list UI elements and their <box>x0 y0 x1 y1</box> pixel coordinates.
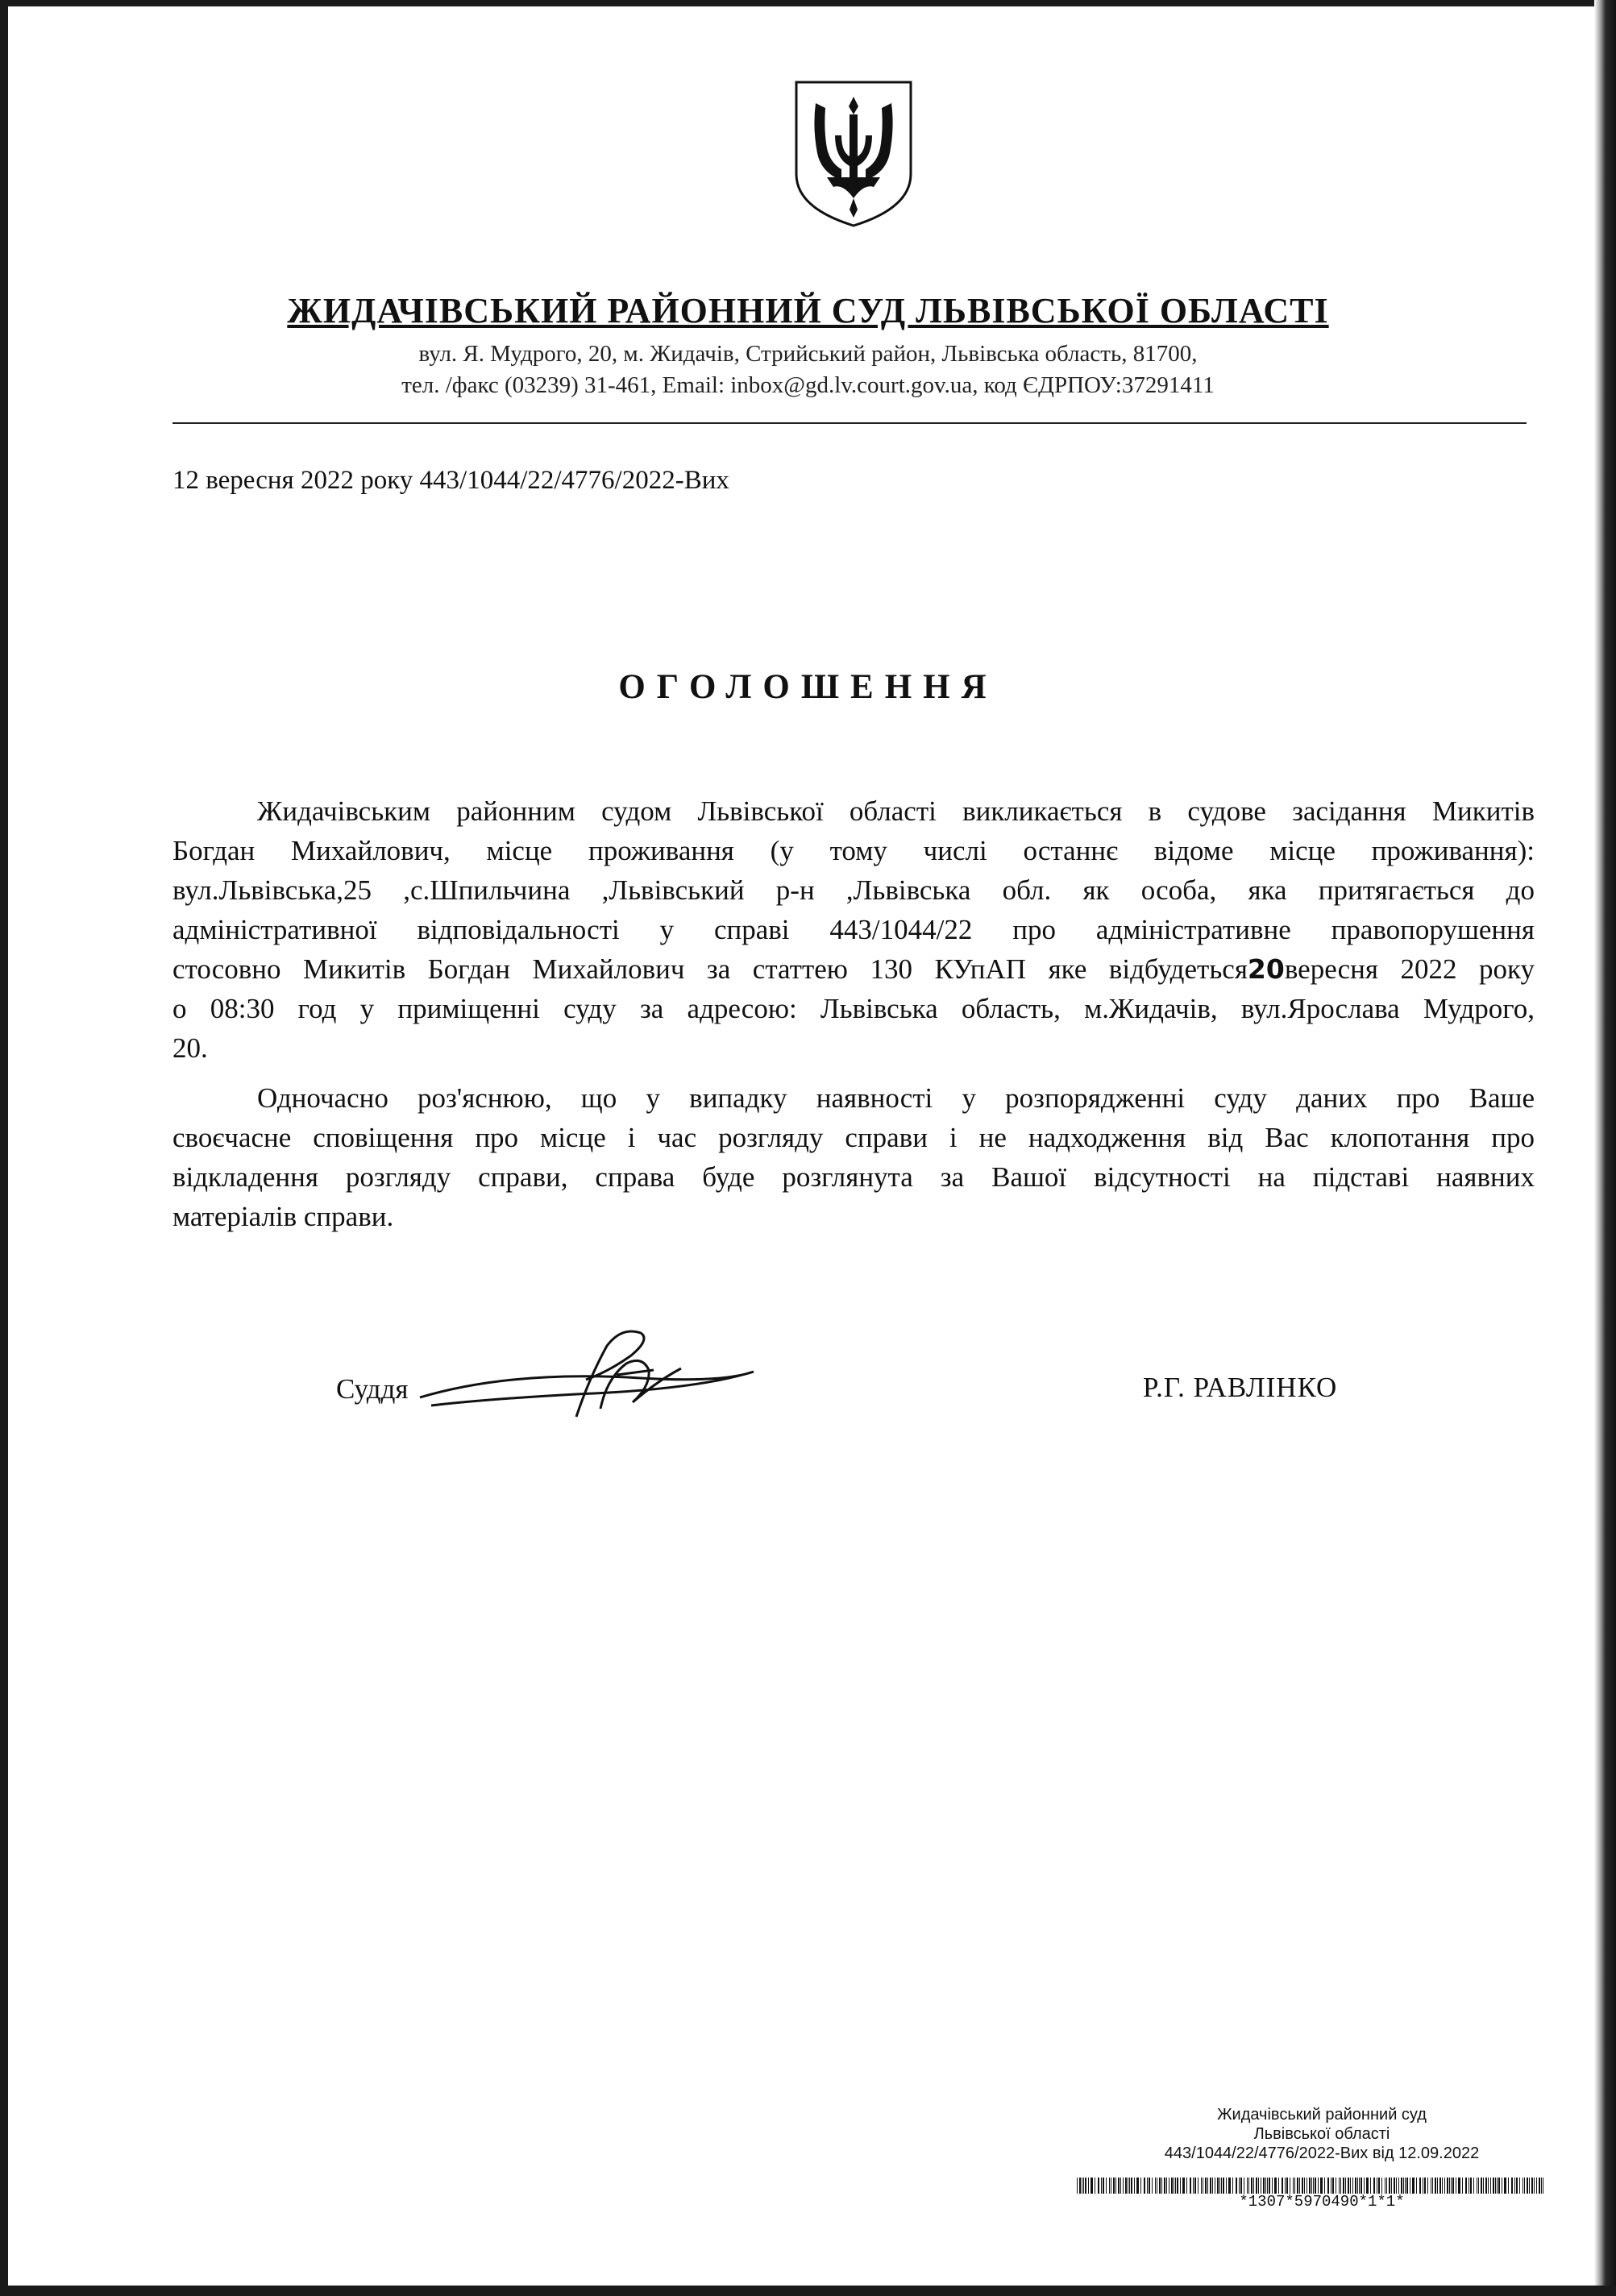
barcode-bar <box>1514 2178 1515 2194</box>
barcode-bar <box>1447 2178 1448 2194</box>
barcode-bar <box>1217 2178 1219 2194</box>
barcode-bar <box>1488 2178 1489 2194</box>
barcode-bar <box>1381 2178 1382 2194</box>
barcode-bar <box>1182 2178 1185 2194</box>
barcode-bar <box>1529 2178 1530 2194</box>
barcode-bar <box>1401 2178 1402 2194</box>
barcode-bar <box>1180 2178 1181 2194</box>
barcode-bar <box>1186 2178 1187 2194</box>
barcode-bar <box>1125 2178 1127 2194</box>
barcode-bar <box>1361 2178 1362 2194</box>
barcode-bar <box>1136 2178 1139 2194</box>
barcode-bar <box>1391 2178 1392 2194</box>
barcode-bar <box>1451 2178 1452 2194</box>
barcode-bar <box>1286 2178 1288 2194</box>
barcode-bar <box>1424 2178 1426 2194</box>
barcode-bar <box>1201 2178 1202 2194</box>
paragraph-line: Богдан Михайлович, місце проживання (у тому числі останнє відоме місце проживання): <box>172 835 1535 866</box>
barcode-bar <box>1498 2178 1500 2194</box>
barcode-bar <box>1166 2178 1167 2194</box>
barcode-bar <box>1398 2178 1399 2194</box>
barcode-bar <box>1339 2178 1340 2194</box>
barcode-bar <box>1247 2178 1248 2194</box>
barcode-bar <box>1473 2178 1474 2194</box>
barcode-bar <box>1478 2178 1479 2194</box>
barcode-bar <box>1258 2178 1259 2194</box>
barcode-bar <box>1493 2178 1494 2194</box>
barcode-bar <box>1239 2178 1240 2194</box>
barcode-bar <box>1524 2178 1525 2194</box>
barcode-bar <box>1297 2178 1298 2194</box>
barcode-bar <box>1282 2178 1283 2194</box>
paragraph-line: Жидачівським районним судом Львівської області викликається в судове засідання Микитів <box>257 795 1535 827</box>
barcode-bar <box>1256 2178 1257 2194</box>
barcode-bar <box>1149 2178 1150 2194</box>
paragraph-line: 20. <box>172 1032 208 1064</box>
barcode-bar <box>1350 2178 1351 2194</box>
barcode-bar <box>1442 2178 1443 2194</box>
barcode-bar <box>1302 2178 1303 2194</box>
barcode-bar <box>1207 2178 1208 2194</box>
paragraph-line: о 08:30 год у приміщенні суду за адресою: Львівська область, м.Жидачів, вул.Ярослава Мудрого, <box>172 993 1535 1024</box>
barcode-bar <box>1470 2178 1472 2194</box>
barcode-bar <box>1134 2178 1135 2194</box>
barcode-bar <box>1364 2178 1365 2194</box>
announcement-paragraph <box>172 791 1535 1068</box>
barcode-bar <box>1205 2178 1207 2194</box>
barcode-bar <box>1324 2178 1325 2194</box>
barcode-bar <box>1318 2178 1319 2194</box>
barcode-bar <box>1278 2178 1279 2194</box>
barcode-bar <box>1098 2178 1099 2194</box>
barcode-bar <box>1077 2178 1078 2194</box>
barcode-bar <box>1171 2178 1173 2194</box>
barcode-bar <box>1497 2178 1498 2194</box>
barcode-bar <box>1370 2178 1371 2194</box>
barcode-bar <box>1161 2178 1162 2194</box>
barcode-bar <box>1311 2178 1312 2194</box>
barcode-bar <box>1210 2178 1211 2194</box>
barcode-text: *1307*5970490*1*1* <box>1239 2193 1405 2211</box>
judge-role-label: Суддя <box>336 1373 409 1405</box>
barcode-bar <box>1511 2178 1513 2194</box>
barcode-bar <box>1313 2178 1314 2194</box>
barcode-bar <box>1147 2178 1148 2194</box>
barcode-bar <box>1109 2178 1110 2194</box>
barcode-bar <box>1444 2178 1445 2194</box>
barcode-bar <box>1386 2178 1387 2194</box>
barcode-bar <box>1299 2178 1300 2194</box>
barcode-bar <box>1177 2178 1178 2194</box>
notice-paragraph <box>172 1078 1535 1236</box>
barcode-bar <box>1352 2178 1353 2194</box>
barcode-bar <box>1083 2178 1084 2194</box>
barcode-bar <box>1539 2178 1540 2194</box>
barcode-bar <box>1452 2178 1454 2194</box>
barcode-bar <box>1140 2178 1141 2194</box>
barcode-bar <box>1164 2178 1165 2194</box>
barcode-bar <box>1232 2178 1233 2194</box>
paragraph-line: вул.Львівська,25 ,с.Шпильчина ,Львівський р-н ,Львівська обл. як особа, яка притягається до <box>172 874 1535 906</box>
barcode-bar <box>1274 2178 1277 2194</box>
barcode-bar <box>1129 2178 1130 2194</box>
stamp-registration-number: 443/1044/22/4776/2022-Вих від 12.09.2022 <box>1164 2144 1480 2162</box>
barcode-bar <box>1403 2178 1404 2194</box>
barcode-bar <box>1085 2178 1086 2194</box>
barcode-bar <box>1449 2178 1450 2194</box>
barcode-bar <box>1366 2178 1369 2194</box>
barcode-bar <box>1265 2178 1266 2194</box>
barcode-bar <box>1212 2178 1213 2194</box>
barcode-bar <box>1332 2178 1334 2194</box>
paragraph-line: Одночасно роз'яснюю, що у випадку наявності у розпорядженні суду даних про Ваше <box>257 1082 1535 1114</box>
header-divider <box>172 422 1527 424</box>
barcode-bar <box>1508 2178 1509 2194</box>
barcode-bar <box>1101 2178 1102 2194</box>
barcode-bar <box>1251 2178 1253 2194</box>
scan-edge-top <box>0 0 1616 6</box>
barcode-bar <box>1090 2178 1093 2194</box>
barcode-bar <box>1519 2178 1520 2194</box>
barcode-bar <box>1534 2178 1535 2194</box>
barcode-bar <box>1152 2178 1153 2194</box>
scan-edge-bottom <box>0 2286 1616 2296</box>
barcode-bar <box>1389 2178 1390 2194</box>
barcode-bar <box>1088 2178 1089 2194</box>
barcode-bar <box>1462 2178 1463 2194</box>
barcode-bar <box>1320 2178 1323 2194</box>
handwritten-day-number: 20 <box>1247 953 1285 985</box>
court-name-heading: ЖИДАЧІВСЬКИЙ РАЙОННИЙ СУД ЛЬВІВСЬКОЇ ОБЛАСТІ <box>287 291 1329 330</box>
barcode-bar <box>1504 2178 1506 2194</box>
barcode-bar <box>1253 2178 1254 2194</box>
barcode-bar <box>1193 2178 1194 2194</box>
barcode-bar <box>1120 2178 1121 2194</box>
barcode-bar <box>1228 2178 1231 2194</box>
barcode-bar <box>1194 2178 1196 2194</box>
barcode-bar <box>1159 2178 1161 2194</box>
barcode-bar <box>1240 2178 1242 2194</box>
barcode-bar <box>1343 2178 1344 2194</box>
barcode-bar <box>1490 2178 1491 2194</box>
barcode-bar <box>1481 2178 1482 2194</box>
court-contacts-line: тел. /факс (03239) 31-461, Email: inbox@gd.lv.court.gov.ua, код ЄДРПОУ:37291411 <box>401 372 1215 398</box>
barcode-bar <box>1315 2178 1316 2194</box>
barcode-bar <box>1131 2178 1132 2194</box>
barcode-bar <box>1419 2178 1421 2194</box>
barcode-bar <box>1267 2178 1268 2194</box>
barcode-bar <box>1219 2178 1220 2194</box>
registration-stamp <box>1064 2105 1580 2163</box>
barcode-bar <box>1405 2178 1406 2194</box>
paragraph-line: адміністративної відповідальності у справі 443/1044/22 про адміністративне правопорушення <box>172 914 1535 945</box>
barcode-bar <box>1483 2178 1484 2194</box>
paragraph-line: стосовно Микитів Богдан Михайлович за статтею 130 КУпАП яке відбудеться20вересня 2022 року <box>172 953 1535 985</box>
judge-name: Р.Г. РАВЛІНКО <box>1143 1372 1338 1403</box>
barcode-bar <box>1221 2178 1222 2194</box>
barcode-bar <box>1439 2178 1441 2194</box>
barcode-bar <box>1272 2178 1273 2194</box>
barcode-bar <box>1175 2178 1176 2194</box>
barcode-bar <box>1294 2178 1295 2194</box>
trident-coat-of-arms-icon <box>793 79 914 229</box>
barcode-bar <box>1123 2178 1124 2194</box>
barcode-bar <box>1412 2178 1415 2194</box>
barcode-bar <box>1485 2178 1487 2194</box>
judge-signature <box>415 1322 770 1428</box>
stamp-court-name: Жидачівський районний суд <box>1217 2106 1427 2124</box>
barcode-bar <box>1427 2178 1428 2194</box>
document-date-and-number: 12 вересня 2022 року 443/1044/22/4776/2022-Вих <box>172 466 729 495</box>
barcode-bar <box>1327 2178 1329 2194</box>
barcode-bar <box>1348 2178 1349 2194</box>
barcode-icon <box>1077 2178 1547 2194</box>
barcode-bar <box>1113 2178 1115 2194</box>
barcode-bar <box>1304 2178 1305 2194</box>
barcode-bar <box>1359 2178 1360 2194</box>
barcode-bar <box>1079 2178 1081 2194</box>
barcode-bar <box>1226 2178 1227 2194</box>
barcode-bar <box>1378 2178 1380 2194</box>
barcode-bar <box>1527 2178 1528 2194</box>
barcode-bar <box>1373 2178 1375 2194</box>
barcode-bar <box>1465 2178 1467 2194</box>
paragraph-line: своєчасне сповіщення про місце і час розгляду справи і не надходження від Вас клопотання про <box>172 1122 1535 1153</box>
barcode-bar <box>1516 2178 1518 2194</box>
barcode-bar <box>1437 2178 1438 2194</box>
barcode-bar <box>1536 2178 1537 2194</box>
barcode-bar <box>1144 2178 1145 2194</box>
barcode-bar <box>1269 2178 1270 2194</box>
barcode-bar <box>1106 2178 1107 2194</box>
barcode-bar <box>1223 2178 1224 2194</box>
document-title: ОГОЛОШЕННЯ <box>618 668 998 706</box>
barcode-bar <box>1416 2178 1417 2194</box>
barcode-bar <box>1248 2178 1249 2194</box>
barcode-bar <box>1340 2178 1341 2194</box>
barcode-bar <box>1345 2178 1346 2194</box>
barcode-bar <box>1432 2178 1433 2194</box>
stamp-region: Львівської області <box>1253 2125 1390 2143</box>
barcode-bar <box>1355 2178 1356 2194</box>
barcode-bar <box>1458 2178 1460 2194</box>
barcode-bar <box>1396 2178 1397 2194</box>
barcode-bar <box>1118 2178 1120 2194</box>
barcode-bar <box>1103 2178 1104 2194</box>
barcode-bar <box>1435 2178 1436 2194</box>
barcode-bar <box>1263 2178 1265 2194</box>
barcode-bar <box>1115 2178 1116 2194</box>
paragraph-line: матеріалів справи. <box>172 1201 394 1232</box>
barcode-bar <box>1236 2178 1237 2194</box>
barcode-bar <box>1357 2178 1358 2194</box>
paragraph-line: відкладення розгляду справи, справа буде розглянута за Вашої відсутності на підставі наявних <box>172 1161 1535 1193</box>
barcode-bar <box>1285 2178 1286 2194</box>
barcode-bar <box>1293 2178 1294 2194</box>
barcode-bar <box>1190 2178 1191 2194</box>
barcode-bar <box>1541 2178 1542 2194</box>
barcode-bar <box>1309 2178 1311 2194</box>
barcode-bar <box>1406 2178 1408 2194</box>
barcode-bar <box>1394 2178 1395 2194</box>
barcode-bar <box>1495 2178 1496 2194</box>
barcode-bar <box>1531 2178 1533 2194</box>
barcode-bar <box>1155 2178 1156 2194</box>
court-address-line: вул. Я. Мудрого, 20, м. Жидачів, Стрийський район, Львівська область, 81700, <box>418 341 1198 367</box>
